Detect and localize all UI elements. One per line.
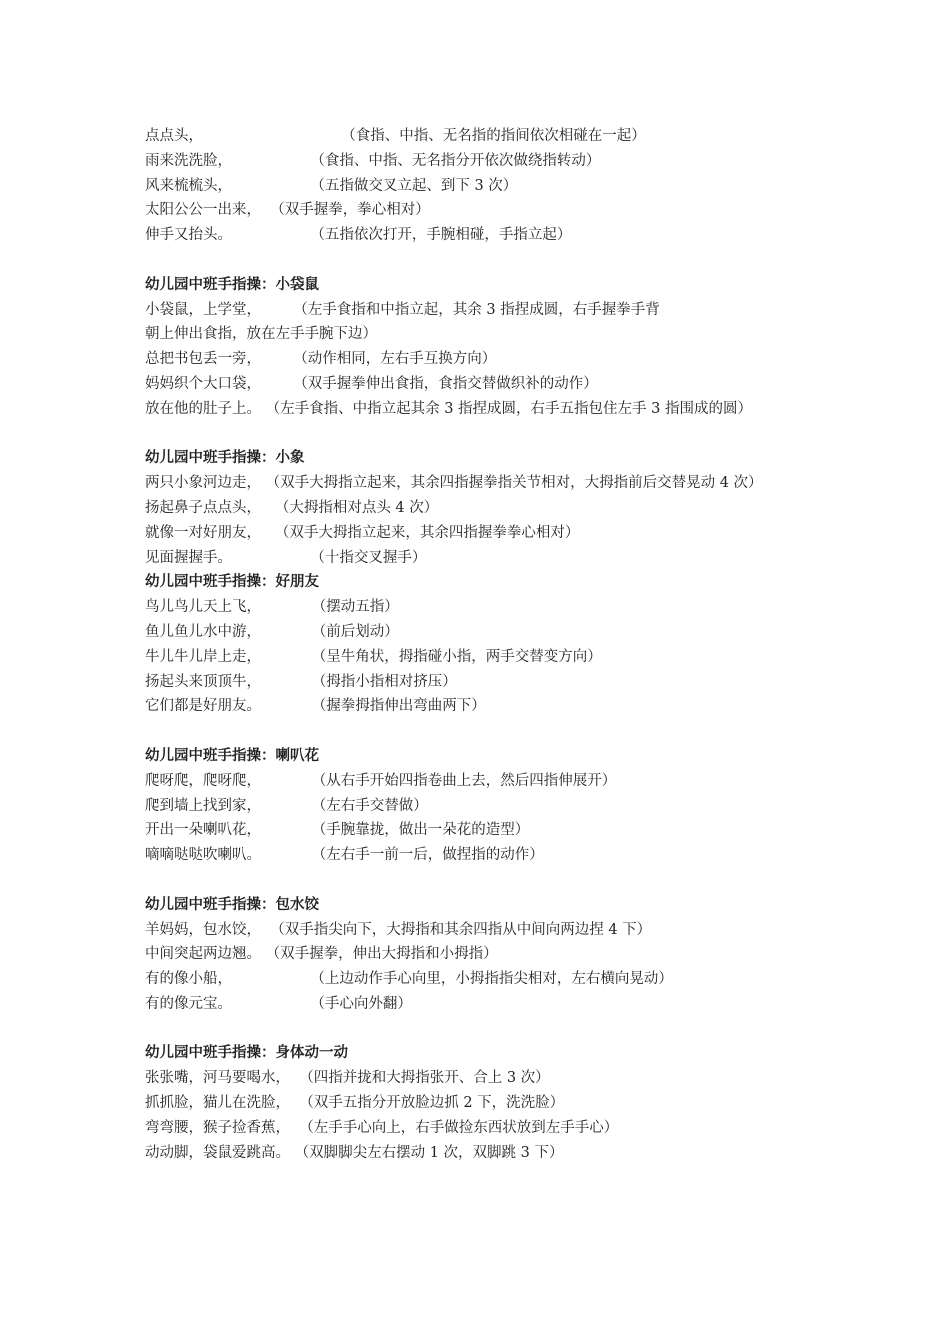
rhyme-line: 伸手又抬头。 （五指依次打开，手腕相碰，手指立起）	[145, 227, 572, 244]
rhyme-line: 总把书包丢一旁， （动作相同，左右手互换方向）	[145, 351, 497, 368]
rhyme-line: 嘀嘀哒哒吹喇叭。 （左右手一前一后，做捏指的动作）	[145, 847, 544, 864]
rhyme-line: 鸟儿鸟儿天上飞， （摆动五指）	[145, 599, 399, 616]
rhyme-line: 鱼儿鱼儿水中游， （前后划动）	[145, 623, 399, 640]
rhyme-line: 放在他的肚子上。 （左手食指、中指立起其余 3 指捏成圆，右手五指包住左手 3 指围成的圆）	[145, 400, 752, 417]
rhyme-line: 朝上伸出食指，放在左手手腕下边）	[145, 326, 377, 343]
rhyme-line: 它们都是好朋友。 （握拳拇指伸出弯曲两下）	[145, 698, 486, 715]
rhyme-line: 开出一朵喇叭花， （手腕靠拢，做出一朵花的造型）	[145, 822, 530, 839]
rhyme-line: 牛儿牛儿岸上走， （呈牛角状，拇指碰小指，两手交替变方向）	[145, 648, 602, 665]
rhyme-line: 就像一对好朋友， （双手大拇指立起来，其余四指握拳拳心相对）	[145, 524, 580, 541]
rhyme-line: 动动脚，袋鼠爱跳高。 （双脚脚尖左右摆动 1 次，双脚跳 3 下）	[145, 1144, 564, 1161]
rhyme-line: 太阳公公一出来， （双手握拳，拳心相对）	[145, 202, 430, 219]
rhyme-line: 扬起头来顶顶牛， （拇指小指相对挤压）	[145, 673, 457, 690]
rhyme-line: 爬呀爬，爬呀爬， （从右手开始四指卷曲上去，然后四指伸展开）	[145, 772, 617, 789]
rhyme-line: 扬起鼻子点点头， （大拇指相对点头 4 次）	[145, 499, 439, 516]
section-title: 幼儿园中班手指操：包水饺	[145, 895, 319, 913]
section-title: 幼儿园中班手指操：好朋友	[145, 573, 319, 591]
rhyme-line: 羊妈妈，包水饺， （双手指尖向下，大拇指和其余四指从中间向两边捏 4 下）	[145, 921, 652, 938]
section-title: 幼儿园中班手指操：小象	[145, 449, 305, 467]
rhyme-line: 雨来洗洗脸， （食指、中指、无名指分开依次做绕指转动）	[145, 152, 601, 169]
rhyme-line: 张张嘴，河马要喝水， （四指并拢和大拇指张开、合上 3 次）	[145, 1070, 550, 1087]
rhyme-line: 弯弯腰，猴子捡香蕉， （左手手心向上，右手做捡东西状放到左手手心）	[145, 1119, 619, 1136]
rhyme-line: 抓抓脸，猫儿在洗脸， （双手五指分开放脸边抓 2 下，洗洗脸）	[145, 1095, 565, 1112]
rhyme-line: 中间突起两边翘。 （双手握拳，伸出大拇指和小拇指）	[145, 946, 498, 963]
section-title: 幼儿园中班手指操：喇叭花	[145, 746, 319, 764]
rhyme-line: 风来梳梳头， （五指做交叉立起、到下 3 次）	[145, 177, 518, 194]
rhyme-line: 有的像元宝。 （手心向外翻）	[145, 995, 412, 1012]
rhyme-line: 两只小象河边走， （双手大拇指立起来，其余四指握拳指关节相对，大拇指前后交替晃动 4 次）	[145, 475, 763, 492]
rhyme-line: 见面握握手。 （十指交叉握手）	[145, 549, 427, 566]
rhyme-line: 点点头， （食指、中指、无名指的指间依次相碰在一起）	[145, 128, 646, 144]
rhyme-line: 爬到墙上找到家， （左右手交替做）	[145, 797, 428, 814]
rhyme-line: 小袋鼠，上学堂， （左手食指和中指立起，其余 3 指捏成圆，右手握拳手背	[145, 301, 660, 318]
document-body	[145, 124, 815, 1165]
rhyme-line: 妈妈织个大口袋， （双手握拳伸出食指，食指交替做织补的动作）	[145, 375, 598, 392]
section-title: 幼儿园中班手指操：小袋鼠	[145, 275, 319, 293]
section-title: 幼儿园中班手指操：身体动一动	[145, 1044, 348, 1062]
rhyme-line: 有的像小船， （上边动作手心向里，小拇指指尖相对，左右横向晃动）	[145, 971, 673, 988]
